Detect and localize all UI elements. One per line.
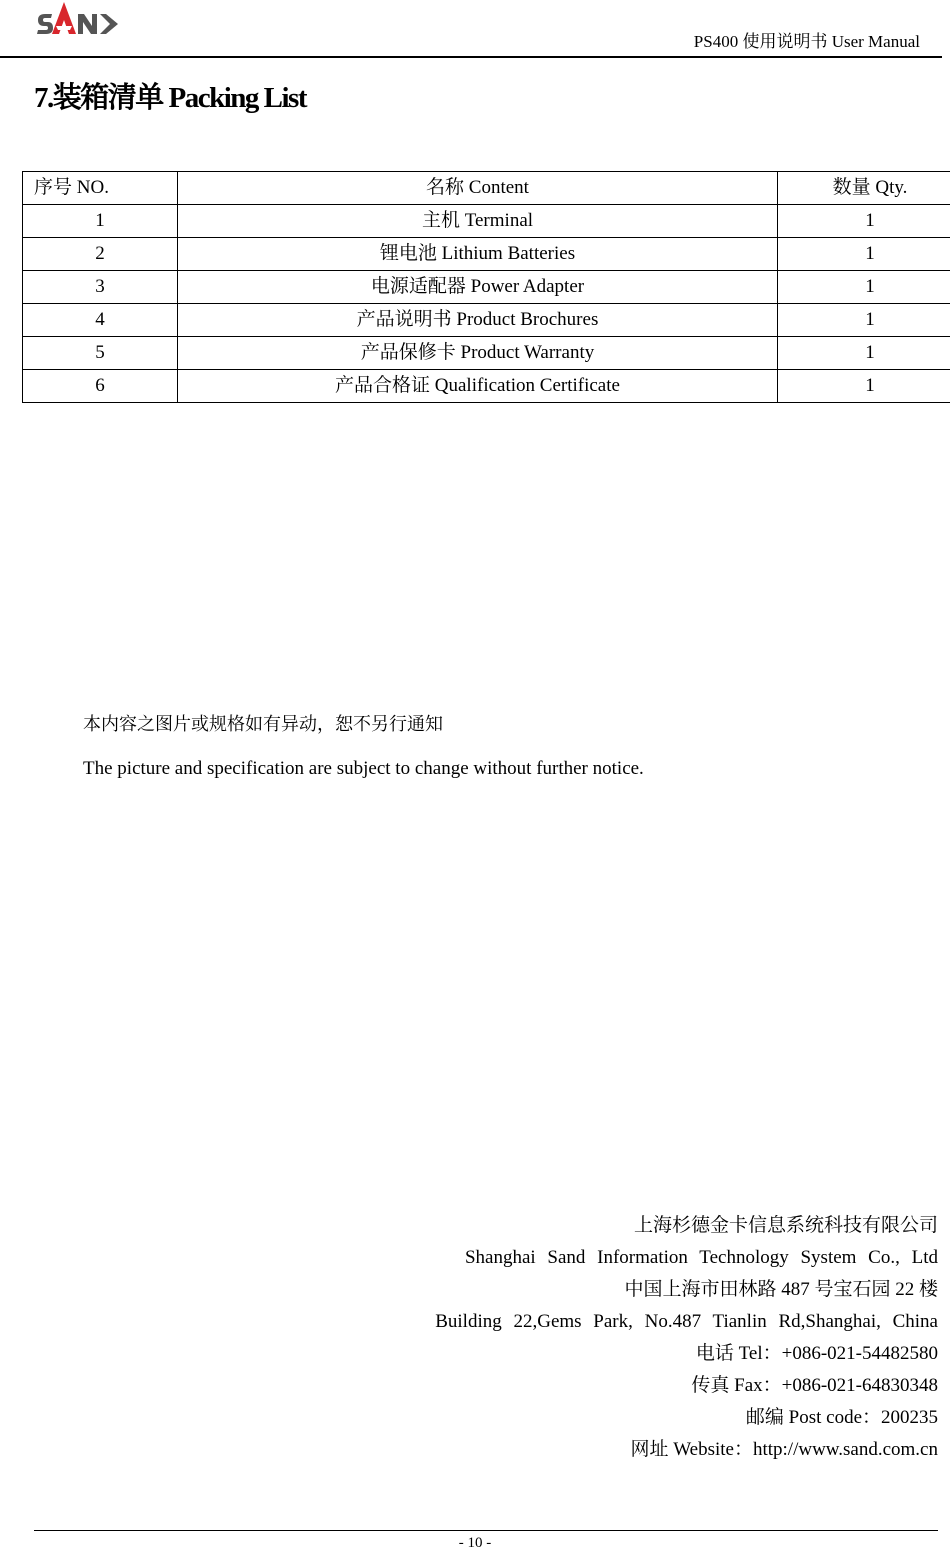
cell-no: 1 [23, 205, 178, 238]
header-qty: 数量 Qty. [778, 172, 950, 205]
document-header-title: PS400 使用说明书 User Manual [693, 32, 920, 51]
cell-qty: 1 [778, 304, 950, 337]
sand-logo [34, 0, 120, 44]
table-row [23, 271, 950, 304]
cell-content: 主机 Terminal [178, 205, 778, 238]
company-name-cn: 上海杉德金卡信息系统科技有限公司 [633, 1215, 938, 1236]
cell-qty: 1 [778, 205, 950, 238]
cell-content: 锂电池 Lithium Batteries [178, 238, 778, 271]
telephone: 电话 Tel：+086-021-54482580 [695, 1343, 938, 1364]
address-en: Building 22,Gems Park, No.487 Tianlin Rd,Shanghai, China [435, 1311, 938, 1332]
table-row [23, 337, 950, 370]
address-cn: 中国上海市田林路 487 号宝石园 22 楼 [624, 1279, 938, 1300]
website: 网址 Website：http://www.sand.com.cn [630, 1439, 938, 1460]
header-no: 序号 NO. [23, 172, 178, 205]
page-number: - 10 - [458, 1535, 492, 1551]
notice-english: The picture and specification are subject to change without further notice. [83, 758, 644, 779]
header-content: 名称 Content [178, 172, 778, 205]
table-row [23, 205, 950, 238]
packing-list-table [22, 171, 950, 403]
cell-content: 产品保修卡 Product Warranty [178, 337, 778, 370]
cell-no: 3 [23, 271, 178, 304]
cell-qty: 1 [778, 337, 950, 370]
cell-no: 2 [23, 238, 178, 271]
cell-no: 6 [23, 370, 178, 403]
table-row [23, 304, 950, 337]
cell-no: 4 [23, 304, 178, 337]
post-code: 邮编 Post code：200235 [745, 1407, 938, 1428]
cell-qty: 1 [778, 271, 950, 304]
company-info-block [435, 1210, 938, 1466]
cell-qty: 1 [778, 238, 950, 271]
cell-qty: 1 [778, 370, 950, 403]
fax: 传真 Fax：+086-021-64830348 [691, 1375, 938, 1396]
table-row [23, 370, 950, 403]
header-divider [0, 56, 942, 58]
cell-content: 电源适配器 Power Adapter [178, 271, 778, 304]
cell-content: 产品说明书 Product Brochures [178, 304, 778, 337]
table-row [23, 238, 950, 271]
footer-divider [34, 1530, 938, 1531]
company-name-en: Shanghai Sand Information Technology System Co., Ltd [464, 1247, 938, 1268]
cell-no: 5 [23, 337, 178, 370]
table-header-row [23, 172, 950, 205]
notice-chinese: 本内容之图片或规格如有异动，恕不另行通知 [83, 714, 443, 734]
section-heading: 7.装箱清单 Packing List [34, 82, 306, 114]
cell-content: 产品合格证 Qualification Certificate [178, 370, 778, 403]
